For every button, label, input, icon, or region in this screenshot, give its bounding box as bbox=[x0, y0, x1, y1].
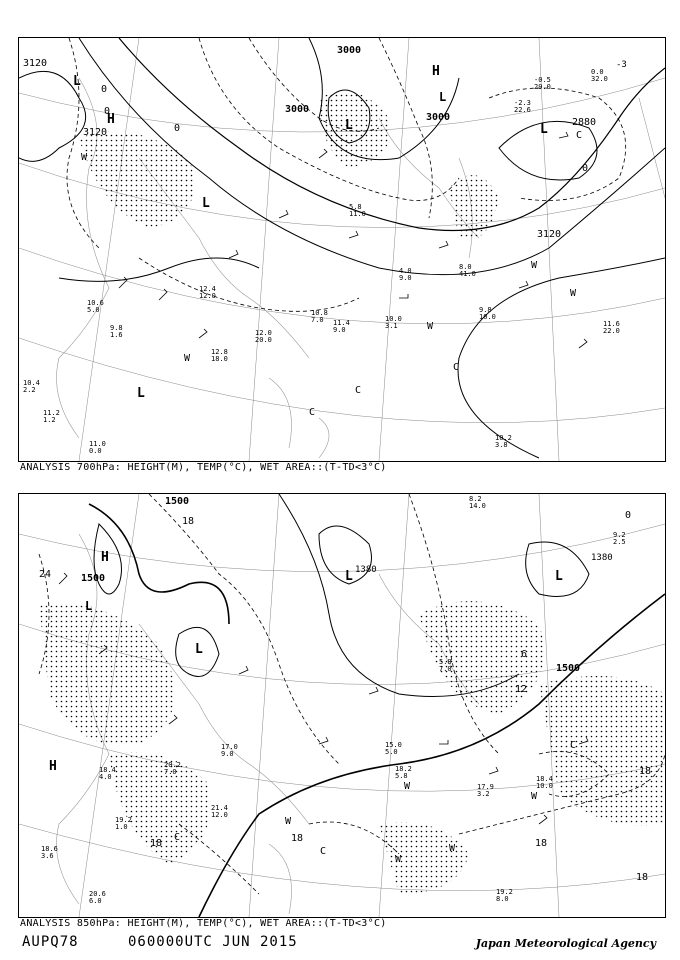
temp-center-warm: W bbox=[285, 816, 292, 827]
analysis-850hpa-map bbox=[18, 493, 666, 918]
station-plot: 18.4 10.0 bbox=[536, 775, 553, 790]
temp-center-cold: C bbox=[320, 846, 327, 857]
station-plot: 21.4 12.0 bbox=[211, 804, 228, 819]
temp-center-warm: W bbox=[404, 781, 411, 792]
station-plot: 9.2 2.5 bbox=[613, 531, 626, 546]
isotherm-label: 18 bbox=[150, 838, 163, 849]
temp-center-cold: C bbox=[174, 832, 181, 843]
isotherm-label: 18 bbox=[291, 833, 304, 844]
height-contour-label: 3000 bbox=[285, 104, 310, 115]
station-plot: 20.2 7.0 bbox=[164, 761, 181, 776]
isotherm-label: 0 bbox=[582, 163, 589, 174]
height-contour-label: 3000 bbox=[337, 45, 362, 56]
station-plot: 5.8 11.0 bbox=[349, 203, 366, 218]
height-contour-label: 1500 bbox=[556, 663, 581, 674]
height-contour-label: 3000 bbox=[426, 112, 451, 123]
pressure-center-low: L bbox=[540, 122, 548, 137]
station-plot: 15.0 5.0 bbox=[385, 741, 402, 756]
temp-center-warm: W bbox=[81, 152, 88, 163]
isotherm-label: 6 bbox=[521, 649, 528, 660]
station-plot: 17.9 3.2 bbox=[477, 783, 494, 798]
station-plot: 9.8 10.0 bbox=[479, 306, 496, 321]
station-plot: 10.0 3.1 bbox=[385, 315, 402, 330]
isotherm-label: 0 bbox=[174, 123, 181, 134]
station-plot: 18.6 3.6 bbox=[41, 845, 58, 860]
product-id: AUPQ78 bbox=[22, 934, 79, 950]
pressure-center-low: L bbox=[345, 118, 353, 133]
station-plot: 12.0 20.0 bbox=[255, 329, 272, 344]
temp-center-cold: C bbox=[570, 740, 577, 751]
station-plot: 11.0 0.0 bbox=[89, 440, 106, 455]
isotherm-label: 0 bbox=[104, 106, 111, 117]
station-plot: 17.0 9.0 bbox=[221, 743, 238, 758]
pressure-center-low: L bbox=[85, 599, 93, 613]
isotherm-label: 18 bbox=[639, 766, 652, 777]
station-plot: 10.6 5.0 bbox=[87, 299, 104, 314]
station-plot: 10.2 3.8 bbox=[495, 434, 512, 449]
temp-center-warm: W bbox=[531, 791, 538, 802]
pressure-center-low: L bbox=[137, 386, 145, 401]
height-contour-label: 1380 bbox=[591, 553, 613, 563]
height-contour-label: 3120 bbox=[83, 127, 108, 138]
station-plot: 10.8 7.0 bbox=[311, 309, 328, 324]
pressure-center-low: L bbox=[73, 74, 81, 89]
station-plot: 12.8 18.0 bbox=[211, 348, 228, 363]
pressure-center-low: L bbox=[439, 90, 447, 104]
station-plot: -0.5 29.0 bbox=[534, 76, 551, 91]
height-contour-label: 3120 bbox=[537, 229, 562, 240]
valid-time: 060000UTC JUN 2015 bbox=[128, 934, 298, 950]
pressure-center-high: H bbox=[49, 759, 57, 774]
chart-caption-850hpa: ANALYSIS 850hPa: HEIGHT(M), TEMP(°C), WET AREA::(T-TD<3°C) bbox=[20, 918, 387, 929]
isotherm-label: 18 bbox=[636, 872, 649, 883]
station-plot: 0.0 32.0 bbox=[591, 68, 608, 83]
pressure-center-high: H bbox=[432, 64, 440, 79]
isotherm-label: -3 bbox=[616, 60, 627, 70]
pressure-center-low: L bbox=[345, 569, 353, 584]
station-plot: 11.6 22.0 bbox=[603, 320, 620, 335]
station-plot: 5.8 7.0 bbox=[439, 658, 452, 673]
station-plot: 19.2 8.0 bbox=[496, 888, 513, 903]
analysis-700hpa-map bbox=[18, 37, 666, 462]
isotherm-label: 0 bbox=[101, 84, 108, 95]
isotherm-label: 24 bbox=[39, 569, 52, 580]
station-plot: 8.2 14.0 bbox=[469, 495, 486, 510]
height-contour-label: 2880 bbox=[572, 117, 597, 128]
height-contour-label: 1380 bbox=[355, 565, 377, 575]
station-plot: 20.6 6.0 bbox=[89, 890, 106, 905]
temp-center-warm: W bbox=[531, 260, 538, 271]
height-contour-label: 1500 bbox=[81, 573, 106, 584]
height-contour-label: 1500 bbox=[165, 496, 190, 507]
temp-center-warm: W bbox=[395, 854, 402, 865]
temp-center-cold: C bbox=[355, 385, 362, 396]
pressure-center-high: H bbox=[101, 550, 109, 565]
station-plot: 11.4 9.0 bbox=[333, 319, 350, 334]
pressure-center-low: L bbox=[202, 196, 210, 211]
station-plot: 4.0 9.0 bbox=[399, 267, 412, 282]
station-plot: 12.4 12.0 bbox=[199, 285, 216, 300]
station-plot: 18.4 4.0 bbox=[99, 766, 116, 781]
station-plot: 11.2 1.2 bbox=[43, 409, 60, 424]
temp-center-cold: C bbox=[309, 407, 316, 418]
temp-center-warm: W bbox=[449, 843, 456, 854]
station-plot: 10.4 2.2 bbox=[23, 379, 40, 394]
chart-caption-700hpa: ANALYSIS 700hPa: HEIGHT(M), TEMP(°C), WET AREA::(T-TD<3°C) bbox=[20, 462, 387, 473]
pressure-center-high: H bbox=[107, 112, 115, 127]
agency-name: Japan Meteorological Agency bbox=[475, 937, 656, 950]
pressure-center-low: L bbox=[195, 642, 203, 657]
isotherm-label: 18 bbox=[182, 516, 195, 527]
station-plot: 8.0 41.0 bbox=[459, 263, 476, 278]
temp-center-warm: W bbox=[427, 321, 434, 332]
station-plot: 9.8 1.6 bbox=[110, 324, 123, 339]
isotherm-label: 12 bbox=[515, 684, 528, 695]
station-plot: -2.3 22.6 bbox=[514, 99, 531, 114]
station-plot: 18.2 5.8 bbox=[395, 765, 412, 780]
height-contour-label: 3120 bbox=[23, 58, 48, 69]
pressure-center-low: L bbox=[555, 569, 563, 584]
station-plot: 19.2 1.0 bbox=[115, 816, 132, 831]
temp-center-warm: W bbox=[184, 353, 191, 364]
isotherm-label: 18 bbox=[535, 838, 548, 849]
temp-center-cold: C bbox=[453, 362, 460, 373]
temp-center-warm: W bbox=[570, 288, 577, 299]
isotherm-label: 0 bbox=[625, 510, 632, 521]
temp-center-cold: C bbox=[576, 130, 583, 141]
